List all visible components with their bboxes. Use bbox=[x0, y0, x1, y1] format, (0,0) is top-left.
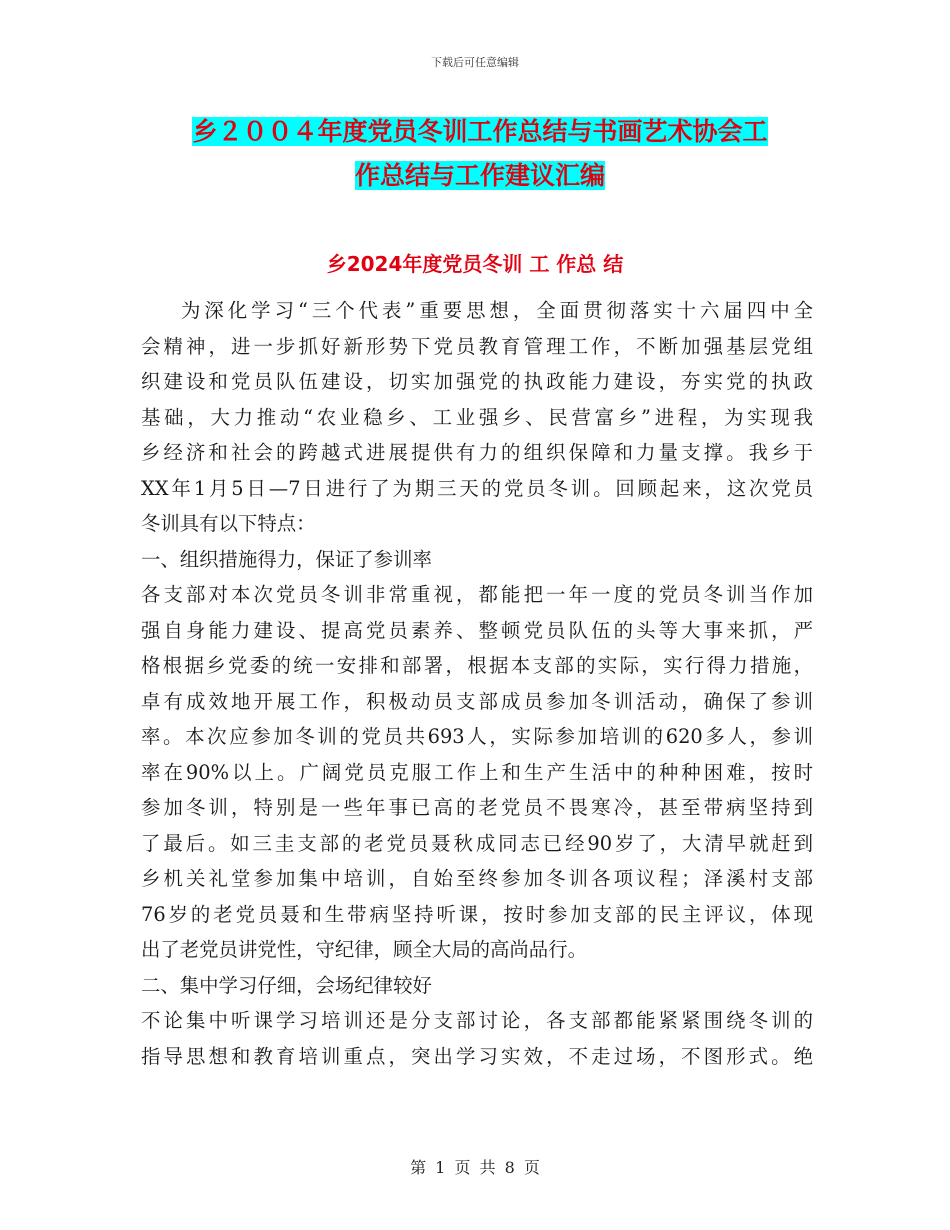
document-title-line-2: 作总结与工作建议汇编 bbox=[354, 161, 605, 190]
body-line: 参加冬训，特别是一些年事已高的老党员不畏寒冷，甚至带病坚持到 bbox=[141, 796, 813, 819]
body-line: XX年1月5日—7日进行了为期三天的党员冬训。回顾起来，这次党员 bbox=[141, 476, 813, 500]
section-title: 乡2024年度党员冬训 工 作总 结 bbox=[326, 252, 624, 276]
body-line: 冬训具有以下特点： bbox=[141, 512, 326, 535]
body-line: 会精神，进一步抓好新形势下党员教育管理工作，不断加强基层党组 bbox=[141, 334, 813, 358]
body-line: 指导思想和教育培训重点，突出学习实效，不走过场，不图形式。绝 bbox=[141, 1044, 813, 1068]
body-line: 一、组织措施得力，保证了参训率 bbox=[141, 547, 432, 571]
body-line: 76岁的老党员聂和生带病坚持听课，按时参加支部的民主评议，体现 bbox=[141, 902, 813, 926]
header-note: 下载后可任意编辑 bbox=[431, 56, 519, 69]
document-title-line-1: 乡２００４年度党员冬训工作总结与书画艺术协会工 bbox=[192, 117, 768, 146]
body-line: 不论集中听课学习培训还是分支部讨论，各支部都能紧紧围绕冬训的 bbox=[141, 1009, 813, 1032]
document-title bbox=[140, 110, 820, 198]
body-line: 了最后。如三圭支部的老党员聂秋成同志已经90岁了，大清早就赶到 bbox=[141, 831, 813, 855]
body-line: 卓有成效地开展工作，积极动员支部成员参加冬训活动，确保了参训 bbox=[141, 689, 813, 713]
body-line: 织建设和党员队伍建设，切实加强党的执政能力建设，夯实党的执政 bbox=[141, 370, 813, 393]
body-line: 为深化学习“三个代表”重要思想，全面贯彻落实十六届四中全 bbox=[181, 299, 813, 322]
body-line: 各支部对本次党员冬训非常重视，都能把一年一度的党员冬训当作加 bbox=[141, 583, 813, 606]
body-line: 率在90%以上。广阔党员克服工作上和生产生活中的种种困难，按时 bbox=[141, 760, 813, 784]
body-line: 二、集中学习仔细，会场纪律较好 bbox=[141, 973, 432, 997]
page-footer: 第 1 页 共 8 页 bbox=[410, 1158, 540, 1177]
body-line: 乡机关礼堂参加集中培训，自始至终参加冬训各项议程；泽溪村支部 bbox=[141, 867, 813, 890]
body-line: 强自身能力建设、提高党员素养、整顿党员队伍的头等大事来抓，严 bbox=[141, 618, 813, 642]
body-text bbox=[141, 293, 813, 1074]
body-line: 率。本次应参加冬训的党员共693人，实际参加培训的620多人，参训 bbox=[141, 725, 813, 748]
body-line: 出了老党员讲党性，守纪律，顾全大局的高尚品行。 bbox=[141, 938, 597, 961]
body-line: 格根据乡党委的统一安排和部署，根据本支部的实际，实行得力措施， bbox=[141, 654, 813, 677]
body-line: 基础，大力推动“农业稳乡、工业强乡、民营富乡”进程，为实现我 bbox=[141, 405, 813, 429]
body-line: 乡经济和社会的跨越式进展提供有力的组织保障和力量支撑。我乡于 bbox=[141, 441, 813, 464]
